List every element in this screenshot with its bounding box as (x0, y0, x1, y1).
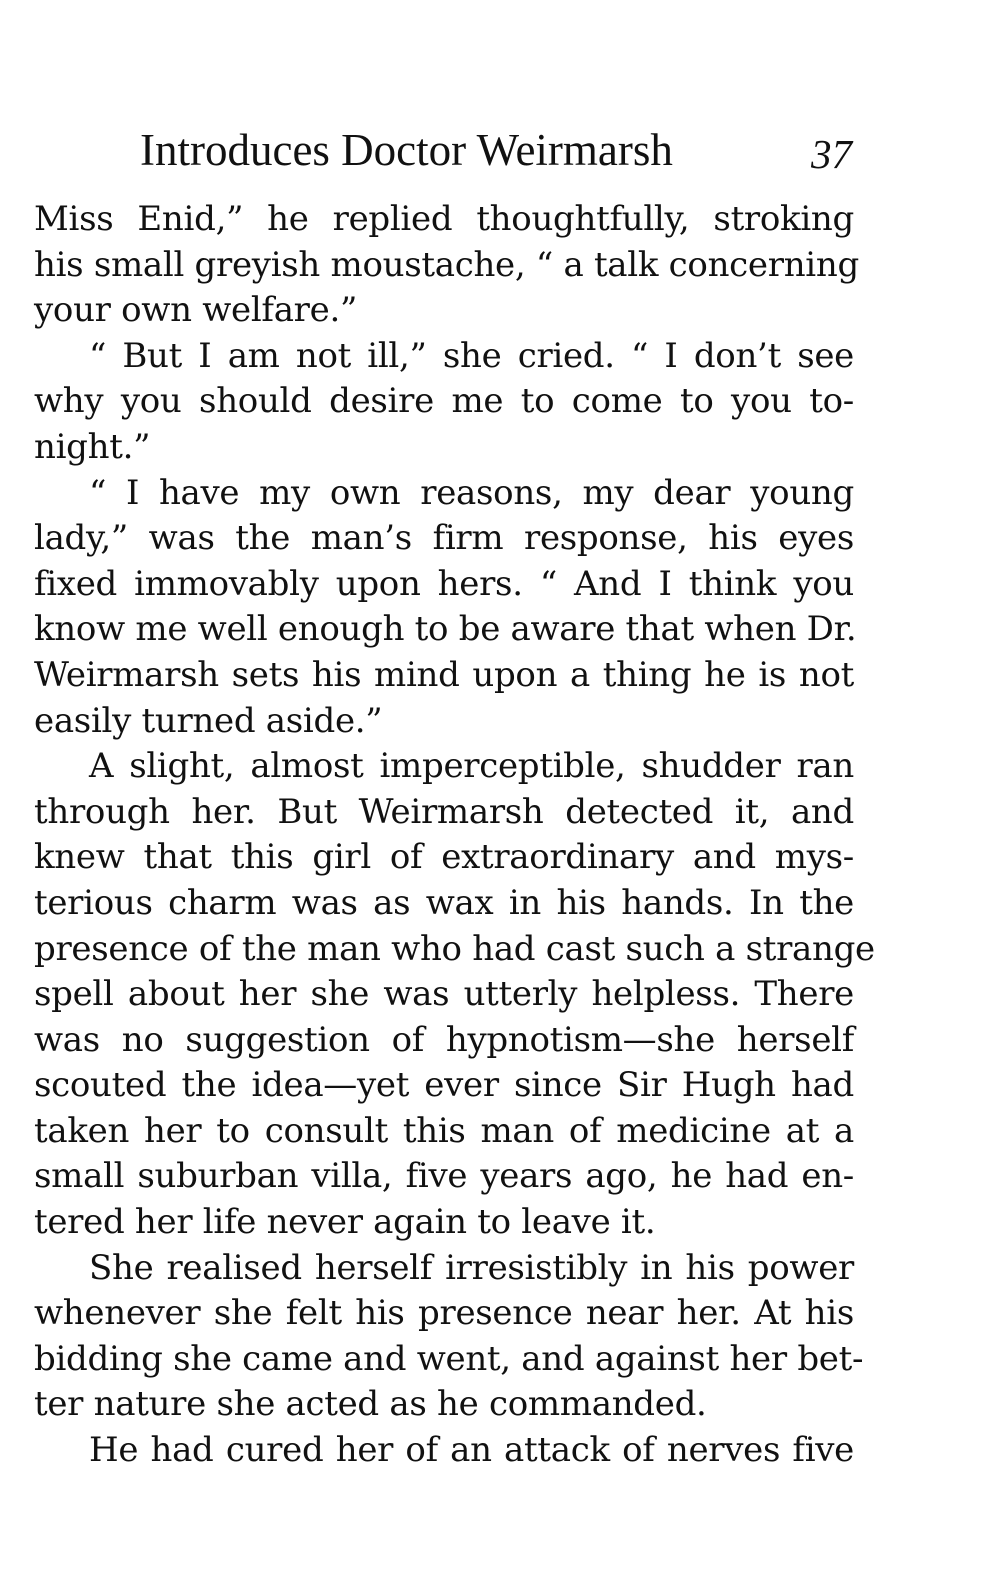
text-line: easily turned aside.” (34, 700, 383, 741)
text-line: Weirmarsh sets his mind upon a thing he is not (34, 654, 854, 695)
text-line: taken her to consult this man of medicine at a (34, 1110, 854, 1151)
text-line: was no suggestion of hypnotism—she herself (34, 1019, 854, 1060)
text-line: He had cured her of an attack of nerves five (89, 1430, 854, 1471)
text-line: spell about her she was utterly helpless. There (34, 974, 854, 1015)
text-line: terious charm was as wax in his hands. In the (34, 882, 854, 923)
text-line: ter nature she acted as he commanded. (34, 1384, 707, 1425)
text-line: scouted the idea—yet ever since Sir Hugh had (34, 1065, 854, 1106)
text-line: “ But I am not ill,” she cried. “ I don’t see (89, 335, 854, 376)
running-head (140, 120, 860, 180)
running-title: Introduces Doctor Weirmarsh (140, 125, 673, 175)
text-line: knew that this girl of extraordinary and mys- (34, 837, 854, 878)
text-line: night.” (34, 426, 151, 467)
text-line: whenever she felt his presence near her. At his (34, 1293, 854, 1334)
text-line: your own welfare.” (34, 290, 358, 331)
text-line: small suburban villa, five years ago, he had en- (34, 1156, 854, 1197)
body-text (34, 197, 875, 1474)
text-line: know me well enough to be aware that when Dr. (34, 609, 857, 650)
text-line: bidding she came and went, and against her bet- (34, 1338, 864, 1379)
page-number: 37 (811, 131, 852, 177)
text-line: why you should desire me to come to you to- (34, 381, 854, 422)
text-line: through her. But Weirmarsh detected it, and (34, 791, 854, 832)
text-line: his small greyish moustache, “ a talk concerning (34, 244, 859, 285)
text-line: Miss Enid,” he replied thoughtfully, stroking (34, 199, 854, 239)
text-line: She realised herself irresistibly in his power (89, 1247, 854, 1288)
text-line: presence of the man who had cast such a strange (34, 928, 875, 969)
text-line: “ I have my own reasons, my dear young (89, 472, 854, 513)
text-line: A slight, almost imperceptible, shudder ran (89, 746, 854, 787)
text-line: lady,” was the man’s firm response, his eyes (34, 518, 854, 559)
text-line: tered her life never again to leave it. (34, 1202, 656, 1243)
text-line: fixed immovably upon hers. “ And I think you (34, 563, 854, 604)
